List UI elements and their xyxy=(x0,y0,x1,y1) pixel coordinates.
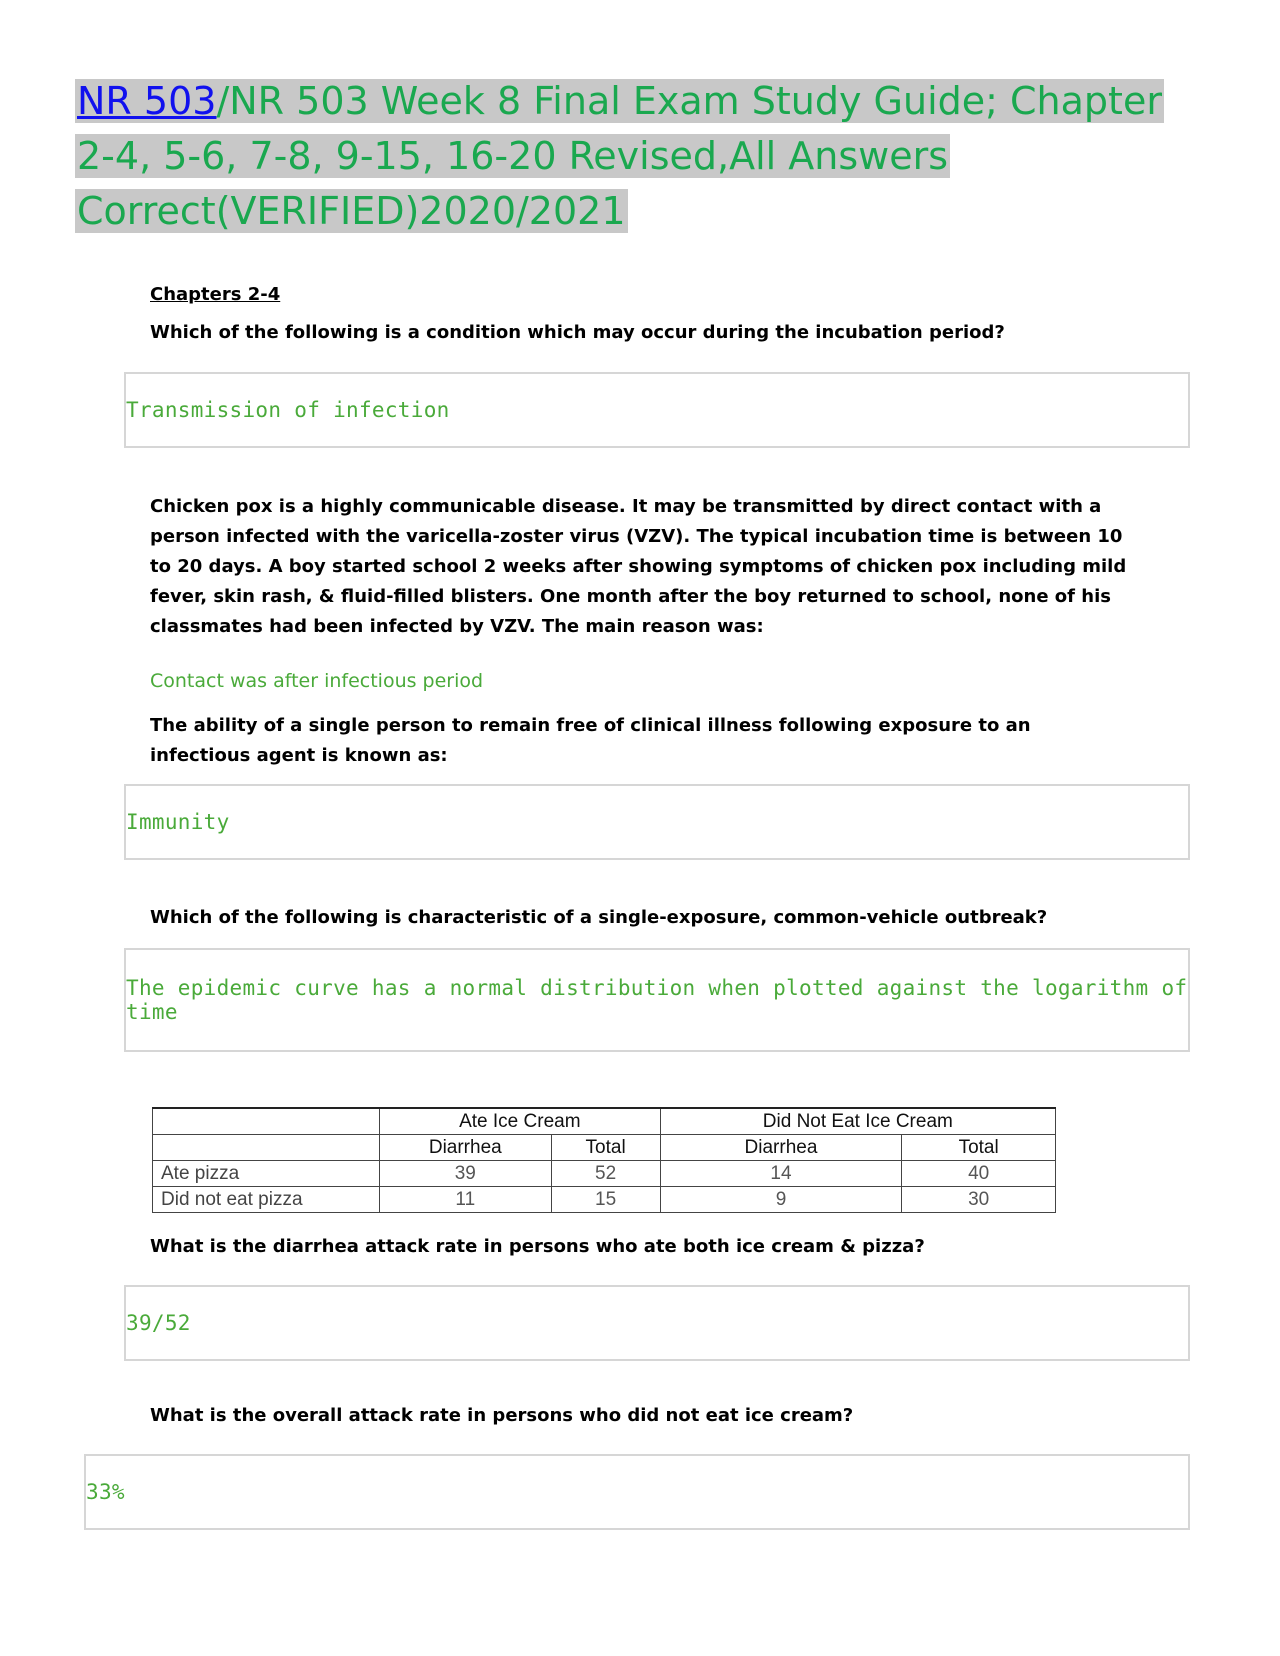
question-4: Which of the following is characteristic of a single-exposure, common-vehicle outbreak? xyxy=(150,907,1048,928)
question-6: What is the overall attack rate in persons who did not eat ice cream? xyxy=(150,1405,854,1426)
table-cell: 14 xyxy=(660,1161,902,1187)
table-group-header: Ate Ice Cream xyxy=(380,1108,661,1135)
row-label: Ate pizza xyxy=(153,1161,380,1187)
answer-4: The epidemic curve has a normal distribution when plotted against the logarithm of time xyxy=(126,976,1188,1024)
table-cell: 11 xyxy=(380,1187,552,1213)
title-text: /NR 503 Week 8 Final Exam Study Guide; Chapter 2-4, 5-6, 7-8, 9-15, 16-20 Revised,All Answers Correct(VERIFIED)2020/2021 xyxy=(77,79,1162,233)
table-corner xyxy=(153,1108,380,1135)
attack-rate-table xyxy=(152,1107,1056,1213)
table-cell: 40 xyxy=(902,1161,1056,1187)
row-label: Did not eat pizza xyxy=(153,1187,380,1213)
table-cell: 30 xyxy=(902,1187,1056,1213)
table-cell: 15 xyxy=(551,1187,660,1213)
answer-6: 33% xyxy=(86,1480,125,1504)
answer-5: 39/52 xyxy=(126,1311,191,1335)
table-subheader: Diarrhea xyxy=(660,1135,902,1161)
table-cell: 52 xyxy=(551,1161,660,1187)
answer-box-6 xyxy=(84,1454,1190,1530)
question-1: Which of the following is a condition which may occur during the incubation period? xyxy=(150,322,1005,343)
chapter-heading: Chapters 2-4 xyxy=(150,284,281,305)
table-row xyxy=(153,1187,1056,1213)
table-subheader: Total xyxy=(551,1135,660,1161)
title-link[interactable]: NR 503 xyxy=(77,79,217,123)
table-cell: 39 xyxy=(380,1161,552,1187)
table-cell: 9 xyxy=(660,1187,902,1213)
answer-3: Immunity xyxy=(126,810,230,834)
answer-box-3 xyxy=(124,784,1190,860)
answer-2: Contact was after infectious period xyxy=(150,670,484,692)
answer-box-5 xyxy=(124,1285,1190,1361)
table-row xyxy=(153,1161,1056,1187)
answer-box-1 xyxy=(124,372,1190,448)
question-2: Chicken pox is a highly communicable disease. It may be transmitted by direct contact with a person infected with the varicella-zoster virus (VZV). The typical incubation time is between 10 to 20 days. A boy started school 2 weeks after showing symptoms of chicken pox including mild fever, skin rash, & fluid-filled blisters. One month after the boy returned to school, none of his classmates had been infected by VZV. The main reason was: xyxy=(150,496,1127,637)
answer-box-4 xyxy=(124,948,1190,1052)
document-title xyxy=(75,74,1205,239)
question-3: The ability of a single person to remain free of clinical illness following exposure to an infectious agent is known as: xyxy=(150,715,1031,766)
table-subheader: Total xyxy=(902,1135,1056,1161)
table-group-header: Did Not Eat Ice Cream xyxy=(660,1108,1055,1135)
table-subheader: Diarrhea xyxy=(380,1135,552,1161)
table-corner xyxy=(153,1135,380,1161)
question-5: What is the diarrhea attack rate in persons who ate both ice cream & pizza? xyxy=(150,1236,925,1257)
answer-1: Transmission of infection xyxy=(126,398,450,422)
